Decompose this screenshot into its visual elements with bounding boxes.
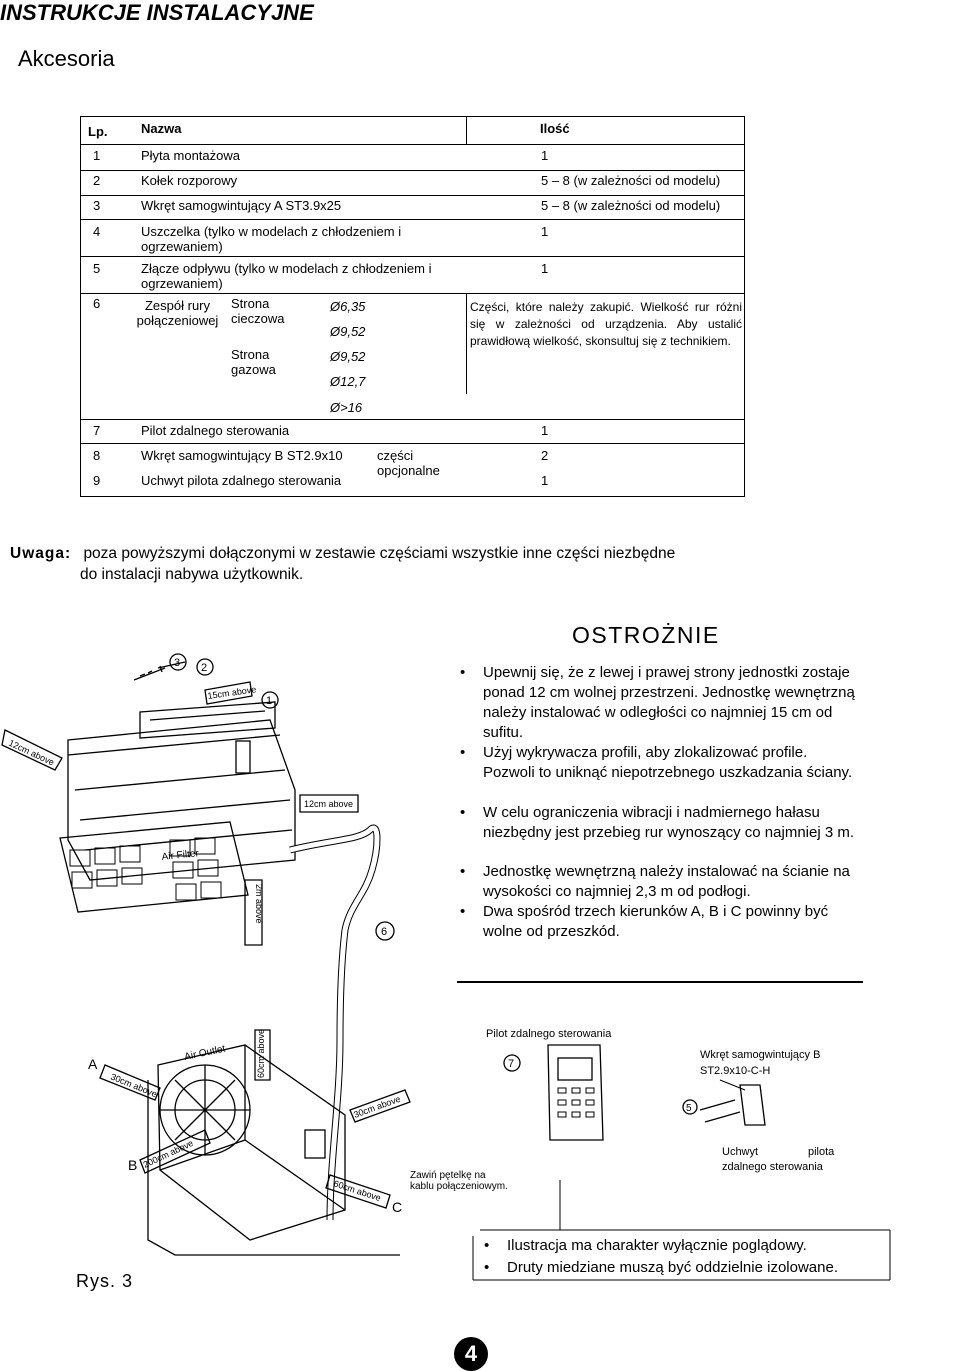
remote-control (548, 1045, 603, 1140)
svg-text:15cm above: 15cm above (206, 684, 257, 701)
dist-30cm-b (350, 1090, 410, 1122)
row5-name: Złącze odpływu (tylko w modelach z chłodzeniem i ogrzewaniem) (141, 261, 432, 291)
callout-6 (376, 922, 394, 940)
row7-name: Pilot zdalnego sterowania (141, 423, 290, 438)
caution-bullet-1: • Upewnij się, że z lewej i prawej strony jednostki zostaje ponad 12 cm wolnej przestrzeni. Jednostkę wewnętrzną należy instalować w odległości co najmniej 15 cm od sufitu. (460, 664, 855, 741)
row1-lp: 1 (93, 148, 101, 163)
svg-text:7: 7 (508, 1058, 515, 1070)
air-outlet-label: Air Outlet (183, 1043, 227, 1063)
row7-qty: 1 (541, 423, 549, 438)
note-text-1: poza powyższymi dołączonymi w zestawie częściami wszystkie inne części niezbędne (83, 545, 676, 562)
svg-text:12cm above: 12cm above (304, 799, 354, 809)
diameter-5: Ø>16 (330, 400, 363, 415)
holder-label-1: Uchwyt (722, 1146, 759, 1158)
page-header-title: INSTRUKCJE INSTALACYJNE (0, 0, 314, 25)
dist-2m-down (245, 880, 264, 945)
svg-text:3: 3 (174, 657, 181, 669)
air-filter-label: Air Filter (161, 848, 200, 863)
installation-diagram (0, 640, 960, 1300)
row3-qty: 5 – 8 (w zależności od modelu) (541, 198, 721, 213)
row4-qty: 1 (541, 224, 549, 239)
direction-b: B (128, 1157, 138, 1173)
caution-bullet-5: • Dwa spośród trzech kierunków A, B i C powinny być wolne od przeszkód. (460, 903, 829, 940)
callout-5 (683, 1100, 697, 1114)
callout-7 (504, 1055, 520, 1071)
remote-label: Pilot zdalnego sterowania (486, 1028, 612, 1040)
screw-b-label-2: ST2.9x10-C-H (700, 1065, 771, 1077)
header-name: Nazwa (141, 121, 182, 136)
svg-text:30cm above: 30cm above (352, 1093, 402, 1120)
note-block (10, 543, 675, 585)
dist-200cm (140, 1130, 210, 1173)
dist-30cm-a (100, 1065, 160, 1100)
row8-lp: 8 (93, 448, 101, 463)
figure-caption: Rys. 3 (76, 1271, 134, 1291)
header-lp: Lp. (88, 124, 108, 139)
diameter-1: Ø6,35 (330, 299, 366, 314)
caution-bullet-2: • Użyj wykrywacza profili, aby zlokalizować profile. Pozwoli to uniknąć niepotrzebnego uszkadzania ściany. (460, 744, 853, 781)
row6-liquid-side: Strona cieczowa (231, 296, 285, 326)
wrap-loop-note: Zawiń pętelkę na kablu połączeniowym. (410, 1170, 508, 1192)
svg-text:30cm above: 30cm above (109, 1071, 159, 1100)
svg-text:60cm above: 60cm above (332, 1178, 383, 1204)
row1-name: Płyta montażowa (141, 148, 240, 163)
row7-lp: 7 (93, 423, 101, 438)
caution-title: OSTROŻNIE (572, 622, 720, 648)
svg-text:60cm above: 60cm above (256, 1028, 266, 1078)
holder-label-2: pilota (808, 1146, 835, 1158)
row2-name: Kołek rozporowy (141, 173, 238, 188)
page-number: 4 (454, 1337, 488, 1371)
row8-name: Wkręt samogwintujący B ST2.9x10 (141, 448, 343, 463)
svg-text:6: 6 (381, 926, 388, 938)
connection-pipe (290, 828, 377, 1220)
callout-1 (262, 692, 278, 708)
row5-qty: 1 (541, 261, 549, 276)
callout-2 (197, 659, 213, 675)
row4-lp: 4 (93, 224, 101, 239)
row6-gas-side: Strona gazowa (231, 347, 276, 377)
svg-text:12cm above: 12cm above (7, 737, 56, 768)
dist-12cm-right (300, 795, 358, 812)
row3-name: Wkręt samogwintujący A ST3.9x25 (141, 198, 342, 213)
row6-name: Zespół rury połączeniowej (136, 298, 219, 328)
section-title: Akcesoria (18, 46, 115, 71)
svg-text:200cm above: 200cm above (141, 1137, 195, 1170)
screw-icon (134, 668, 165, 680)
direction-a: A (88, 1056, 98, 1072)
header-qty: Ilość (540, 121, 570, 136)
dist-15cm-top (205, 682, 257, 704)
row6-lp: 6 (93, 296, 101, 311)
row6-qty-note: Części, które należy zakupić. Wielkość rur różni się w zależności od urządzenia. Aby ustalić prawidłową wielkość, skonsultuj się z technikiem. (470, 300, 742, 348)
remote-holder (700, 1085, 765, 1125)
row3-lp: 3 (93, 198, 101, 213)
direction-c: C (392, 1199, 403, 1215)
caution-bullet-3: • W celu ograniczenia wibracji i nadmiernego hałasu niezbędny jest przebieg rur wynoszący co najmniej 3 m. (460, 804, 855, 841)
caution-bullet-4: • Jednostkę wewnętrzną należy instalować na ścianie na wysokości co najmniej 2,3 m od podłogi. (460, 863, 850, 900)
diameter-2: Ø9,52 (330, 324, 366, 339)
diameter-3: Ø9,52 (330, 349, 366, 364)
row2-lp: 2 (93, 173, 101, 188)
row9-lp: 9 (93, 473, 101, 488)
screw-b-label-1: Wkręt samogwintujący B (700, 1049, 821, 1061)
row5-lp: 5 (93, 261, 101, 276)
row2-qty: 5 – 8 (w zależności od modelu) (541, 173, 721, 188)
svg-text:1: 1 (266, 695, 273, 707)
svg-text:2m above: 2m above (254, 884, 264, 924)
dist-60cm-top (255, 1029, 270, 1080)
svg-text:2: 2 (201, 662, 208, 674)
note-text-2: do instalacji nabywa użytkownik. (80, 566, 304, 583)
dist-12cm-left (2, 730, 62, 770)
row4-name: Uszczelka (tylko w modelach z chłodzeniem i ogrzewaniem) (141, 224, 402, 254)
holder-label-3: zdalnego sterowania (722, 1161, 823, 1173)
row9-qty: 1 (541, 473, 549, 488)
diameter-4: Ø12,7 (330, 374, 366, 389)
row8-qty: 2 (541, 448, 549, 463)
note-label: Uwaga: (10, 545, 72, 562)
row9-name: Uchwyt pilota zdalnego sterowania (141, 473, 342, 488)
optional-parts-label: części opcjonalne (377, 448, 440, 478)
svg-text:5: 5 (686, 1103, 692, 1114)
row1-qty: 1 (541, 148, 549, 163)
